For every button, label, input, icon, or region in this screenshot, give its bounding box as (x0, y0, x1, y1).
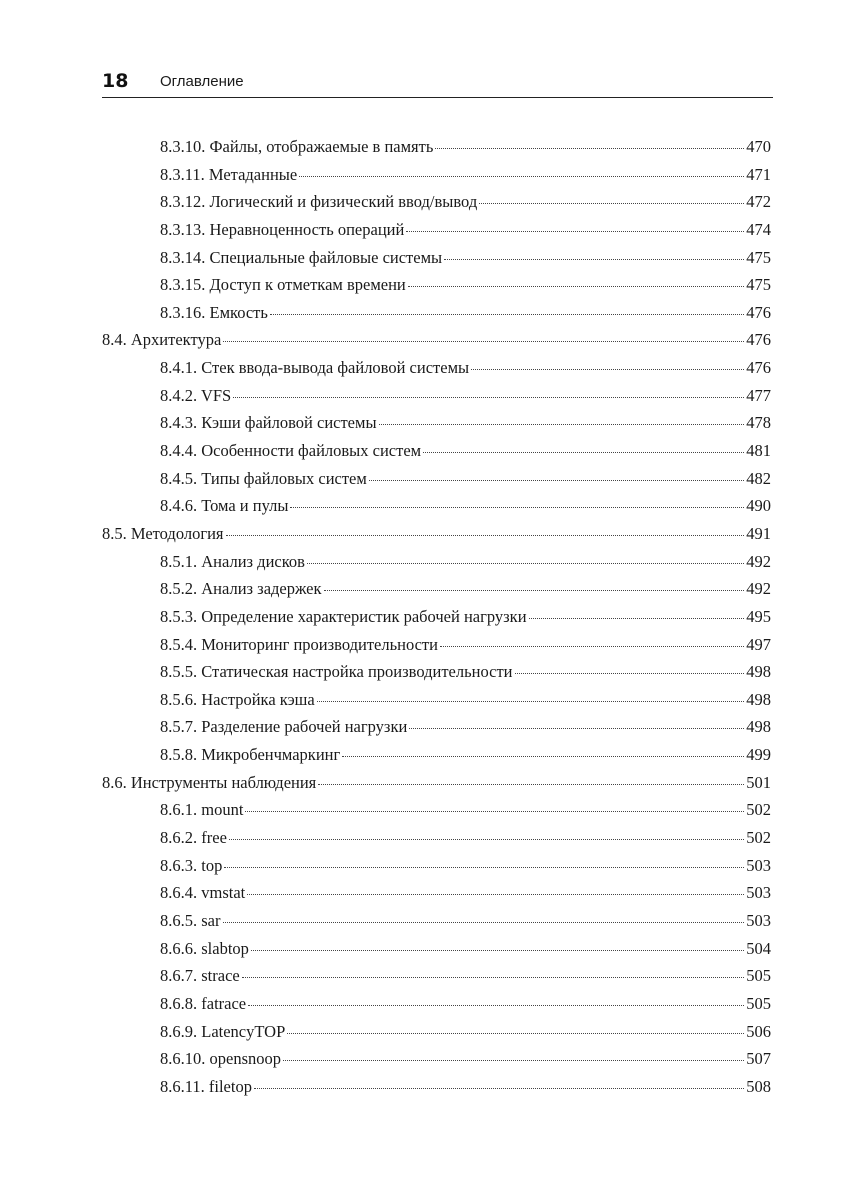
toc-entry-page-number: 498 (746, 662, 771, 682)
toc-entry-page-number: 507 (746, 1049, 771, 1069)
toc-entry-page-number: 475 (746, 247, 771, 267)
toc-entry-page-number: 499 (746, 745, 771, 765)
dot-leader (317, 700, 745, 702)
page-number: 18 (102, 70, 129, 92)
toc-entry-title: 8.3.10. Файлы, отображаемые в память (160, 137, 434, 156)
toc-entry-page-number: 505 (746, 993, 771, 1013)
toc-subsection-entry[interactable] (102, 852, 771, 880)
dot-leader (318, 783, 744, 785)
toc-subsection-entry[interactable] (102, 1073, 771, 1101)
toc-entry-title: 8.6.5. sar (160, 910, 221, 930)
toc-entry-title: 8.6.11. filetop (160, 1076, 252, 1096)
dot-leader (242, 976, 745, 978)
toc-subsection-entry[interactable] (102, 216, 771, 244)
toc-subsection-entry[interactable] (102, 907, 771, 935)
toc-entry-page-number: 472 (746, 192, 771, 212)
toc-entry-page-number: 503 (746, 910, 771, 930)
dot-leader (369, 479, 744, 481)
toc-entry-title: 8.4.1. Стек ввода-вывода файловой системы (160, 358, 470, 378)
toc-subsection-entry[interactable] (102, 962, 771, 990)
toc-entry-page-number: 475 (746, 275, 771, 295)
dot-leader (342, 755, 744, 757)
dot-leader (324, 589, 745, 591)
toc-entry-title: 8.3.14. Специальные файловые системы (160, 247, 443, 267)
page-header (102, 70, 773, 96)
toc-subsection-entry[interactable] (102, 686, 771, 714)
toc-entry-title: 8.4.4. Особенности файловых систем (160, 441, 422, 461)
toc-entry-title: 8.4.5. Типы файловых систем (160, 468, 367, 488)
dot-leader (270, 313, 744, 315)
toc-entry-title: 8.4.2. VFS (160, 385, 232, 405)
dot-leader (290, 506, 744, 508)
toc-section-entry[interactable] (102, 520, 771, 548)
toc-entry-page-number: 498 (746, 717, 771, 737)
toc-subsection-entry[interactable] (102, 465, 771, 493)
toc-entry-title: 8.5.2. Анализ задержек (160, 579, 322, 599)
toc-entry-title: 8.5.1. Анализ дисков (160, 551, 305, 571)
toc-entry-title: 8.6.6. slabtop (160, 938, 249, 958)
toc-entry-page-number: 502 (746, 828, 771, 848)
dot-leader (471, 368, 744, 370)
dot-leader (224, 866, 744, 868)
dot-leader (299, 175, 744, 177)
toc-entry-page-number: 476 (746, 302, 771, 322)
toc-section-entry[interactable] (102, 769, 771, 797)
toc-entry-page-number: 477 (746, 385, 771, 405)
toc-subsection-entry[interactable] (102, 603, 771, 631)
toc-entry-title: 8.4. Архитектура (102, 330, 222, 350)
dot-leader (245, 810, 744, 812)
toc-subsection-entry[interactable] (102, 1045, 771, 1073)
toc-subsection-entry[interactable] (102, 271, 771, 299)
dot-leader (440, 645, 744, 647)
toc-subsection-entry[interactable] (102, 1018, 771, 1046)
dot-leader (479, 202, 744, 204)
toc-subsection-entry[interactable] (102, 713, 771, 741)
toc-subsection-entry[interactable] (102, 658, 771, 686)
toc-entry-title: 8.4.6. Тома и пулы (160, 496, 289, 516)
toc-entry-page-number: 470 (746, 137, 771, 156)
toc-entry-title: 8.6.10. opensnoop (160, 1049, 281, 1069)
toc-entry-title: 8.3.12. Логический и физический ввод/вывод (160, 192, 478, 212)
toc-subsection-entry[interactable] (102, 990, 771, 1018)
toc-subsection-entry[interactable] (102, 575, 771, 603)
toc-subsection-entry[interactable] (102, 354, 771, 382)
toc-entry-title: 8.6. Инструменты наблюдения (102, 772, 317, 792)
toc-entry-title: 8.5.7. Разделение рабочей нагрузки (160, 717, 408, 737)
dot-leader (444, 258, 744, 260)
toc-subsection-entry[interactable] (102, 935, 771, 963)
toc-entry-title: 8.5.5. Статическая настройка производительности (160, 662, 513, 682)
dot-leader (408, 285, 745, 287)
toc-subsection-entry[interactable] (102, 409, 771, 437)
toc-entry-title: 8.5.4. Мониторинг производительности (160, 634, 438, 654)
toc-entry-title: 8.6.8. fatrace (160, 993, 247, 1013)
dot-leader (379, 423, 745, 425)
toc-entry-title: 8.6.1. mount (160, 800, 244, 820)
toc-entry-page-number: 491 (746, 523, 771, 543)
dot-leader (229, 838, 744, 840)
toc-subsection-entry[interactable] (102, 548, 771, 576)
toc-subsection-entry[interactable] (102, 133, 771, 161)
toc-entry-page-number: 490 (746, 496, 771, 516)
toc-entry-title: 8.5.8. Микробенчмаркинг (160, 745, 341, 765)
toc-entry-page-number: 505 (746, 966, 771, 986)
toc-entry-page-number: 502 (746, 800, 771, 820)
dot-leader (254, 1087, 744, 1089)
dot-leader (409, 727, 744, 729)
toc-subsection-entry[interactable] (102, 631, 771, 659)
toc-entry-title: 8.6.9. LatencyTOP (160, 1021, 286, 1041)
toc-entry-title: 8.5. Методология (102, 523, 224, 543)
toc-entry-title: 8.3.15. Доступ к отметкам времени (160, 275, 406, 295)
toc-entry-page-number: 476 (746, 330, 771, 350)
dot-leader (247, 893, 744, 895)
toc-subsection-entry[interactable] (102, 741, 771, 769)
toc-entry-page-number: 471 (746, 164, 771, 184)
toc-entry-page-number: 503 (746, 855, 771, 875)
dot-leader (283, 1059, 744, 1061)
toc-subsection-entry[interactable] (102, 188, 771, 216)
toc-entry-page-number: 508 (746, 1076, 771, 1096)
toc-subsection-entry[interactable] (102, 492, 771, 520)
table-of-contents (102, 133, 771, 1100)
toc-entry-page-number: 478 (746, 413, 771, 433)
toc-entry-title: 8.6.2. free (160, 828, 227, 848)
dot-leader (248, 1004, 744, 1006)
toc-entry-page-number: 506 (746, 1021, 771, 1041)
toc-subsection-entry[interactable] (102, 299, 771, 327)
toc-entry-title: 8.6.7. strace (160, 966, 240, 986)
toc-section-entry[interactable] (102, 326, 771, 354)
toc-entry-page-number: 497 (746, 634, 771, 654)
toc-entry-page-number: 498 (746, 689, 771, 709)
running-title: Оглавление (160, 73, 244, 90)
dot-leader (515, 672, 745, 674)
toc-subsection-entry[interactable] (102, 244, 771, 272)
dot-leader (251, 949, 744, 951)
toc-entry-title: 8.5.6. Настройка кэша (160, 689, 315, 709)
dot-leader (223, 340, 744, 342)
toc-entry-title: 8.6.4. vmstat (160, 883, 246, 903)
toc-subsection-entry[interactable] (102, 161, 771, 189)
toc-entry-page-number: 492 (746, 551, 771, 571)
toc-entry-title: 8.6.3. top (160, 855, 223, 875)
toc-entry-title: 8.4.3. Кэши файловой системы (160, 413, 377, 433)
dot-leader (223, 921, 745, 923)
toc-entry-page-number: 504 (746, 938, 771, 958)
toc-subsection-entry[interactable] (102, 796, 771, 824)
toc-entry-page-number: 492 (746, 579, 771, 599)
toc-entry-title: 8.3.13. Неравноценность операций (160, 219, 405, 239)
dot-leader (406, 230, 744, 232)
toc-entry-page-number: 482 (746, 468, 771, 488)
dot-leader (226, 534, 745, 536)
toc-subsection-entry[interactable] (102, 879, 771, 907)
dot-leader (423, 451, 744, 453)
toc-entry-page-number: 481 (746, 441, 771, 461)
toc-entry-page-number: 503 (746, 883, 771, 903)
dot-leader (233, 396, 744, 398)
dot-leader (529, 617, 745, 619)
toc-entry-page-number: 495 (746, 606, 771, 626)
toc-subsection-entry[interactable] (102, 824, 771, 852)
toc-entry-title: 8.3.16. Емкость (160, 302, 268, 322)
header-divider (102, 97, 773, 98)
toc-subsection-entry[interactable] (102, 382, 771, 410)
toc-entry-title: 8.3.11. Метаданные (160, 164, 298, 184)
toc-entry-title: 8.5.3. Определение характеристик рабочей нагрузки (160, 606, 527, 626)
toc-subsection-entry[interactable] (102, 437, 771, 465)
dot-leader (287, 1032, 744, 1034)
dot-leader (435, 147, 744, 149)
toc-entry-page-number: 476 (746, 358, 771, 378)
dot-leader (307, 562, 744, 564)
toc-entry-page-number: 501 (746, 772, 771, 792)
toc-entry-page-number: 474 (746, 219, 771, 239)
